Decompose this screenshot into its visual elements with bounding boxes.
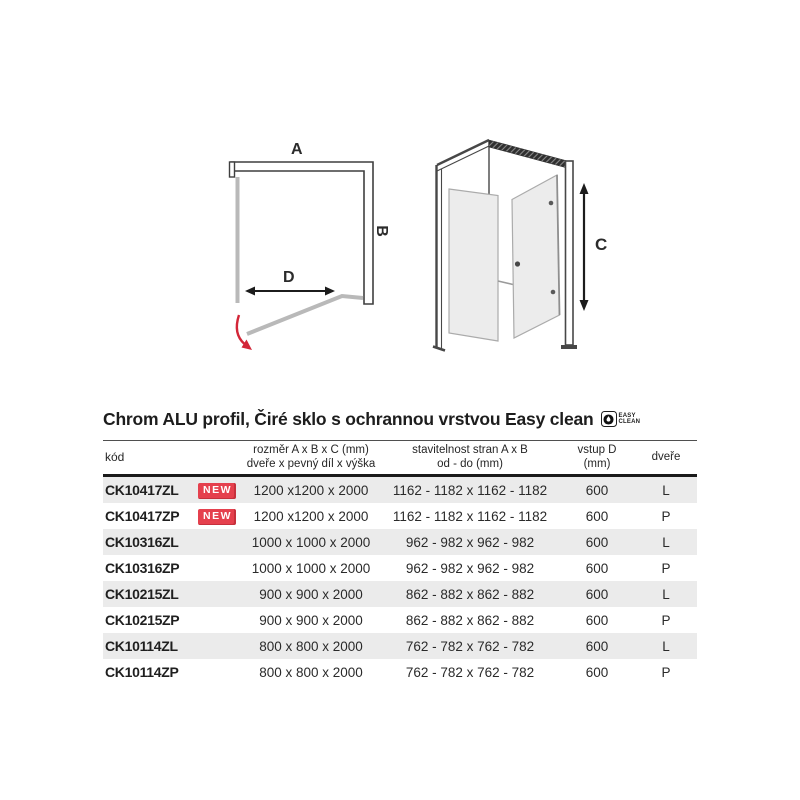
easy-clean-badge [601,411,641,427]
table-row [103,477,697,503]
new-badge: NEW [198,483,236,499]
col-header-adjustability: stavitelnost stran A x B od - do (mm) [412,443,528,470]
table-row [103,581,697,607]
size-value: 900 x 900 x 2000 [259,612,363,628]
door-hinge-bottom [551,290,556,295]
dimension-label-d: D [283,269,295,286]
fixed-glass-panel [449,189,498,341]
product-code: CK10417ZL [105,482,179,498]
adjustability-value: 962 - 982 x 962 - 982 [405,560,535,576]
table-header-row [103,441,697,477]
door-glass-panel [512,175,560,338]
entry-width-value: 600 [585,482,609,498]
section-header [103,406,702,432]
adjustability-value: 862 - 882 x 862 - 882 [405,612,535,628]
easy-clean-label: EASY CLEAN [618,412,641,425]
door-side-value: L [662,638,670,654]
col-header-door: dveře [651,450,681,463]
entry-width-value: 600 [585,534,609,550]
col-header-entry: vstup D (mm) [577,443,617,470]
entry-width-value: 600 [585,508,609,524]
table-row [103,633,697,659]
col-header-size: rozměr A x B x C (mm) dveře x pevný díl x výška [246,443,376,470]
isometric-view-diagram [425,125,620,360]
size-value: 1200 x1200 x 2000 [253,482,369,498]
door-side-value: P [661,612,671,628]
size-value: 1000 x 1000 x 2000 [251,560,371,576]
adjustability-value: 762 - 782 x 762 - 782 [405,638,535,654]
plan-view-diagram [215,135,400,400]
size-value: 1000 x 1000 x 2000 [251,534,371,550]
dimension-label-a: A [291,141,303,158]
product-code: CK10114ZL [105,638,178,654]
top-rail-hatched [489,140,571,169]
size-value: 800 x 800 x 2000 [259,638,363,654]
product-code: CK10114ZP [105,664,179,680]
product-code: CK10417ZP [105,508,180,524]
table-row [103,503,697,529]
dimension-arrow-c [580,183,589,311]
size-value: 900 x 900 x 2000 [259,586,363,602]
adjustability-value: 1162 - 1182 x 1162 - 1182 [392,508,548,524]
product-code: CK10215ZL [105,586,179,602]
product-spec-table [103,440,697,685]
size-value: 800 x 800 x 2000 [259,664,363,680]
table-row [103,529,697,555]
new-badge: NEW [198,509,236,525]
entry-width-value: 600 [585,612,609,628]
table-row [103,659,697,685]
dimension-label-c: C [595,235,608,254]
entry-width-value: 600 [585,638,609,654]
door-side-value: P [661,664,671,680]
door-side-value: L [662,586,670,602]
door-handle [515,261,520,266]
adjustability-value: 762 - 782 x 762 - 782 [405,664,535,680]
wall-outline [231,162,373,304]
entry-width-value: 600 [585,586,609,602]
door-side-value: P [661,560,671,576]
wall-left-end-cap [230,162,235,177]
right-wall-profile [566,161,574,345]
product-code: CK10316ZL [105,534,179,550]
door-hinge-top [549,201,554,206]
door-side-value: L [662,534,670,550]
product-code: CK10215ZP [105,612,180,628]
door-side-value: L [662,482,670,498]
col-header-code: kód [105,450,125,465]
support-bar [498,281,513,285]
table-row [103,555,697,581]
dimension-arrow-d [245,287,335,296]
table-row [103,607,697,633]
door-side-value: P [661,508,671,524]
right-wall-foot [561,345,577,349]
adjustability-value: 862 - 882 x 862 - 882 [405,586,535,602]
door-open-line [247,296,363,334]
page-title: Chrom ALU profil, Čiré sklo s ochrannou vrstvou Easy clean [103,408,594,429]
product-code: CK10316ZP [105,560,180,576]
entry-width-value: 600 [585,560,609,576]
adjustability-value: 1162 - 1182 x 1162 - 1182 [392,482,548,498]
entry-width-value: 600 [585,664,609,680]
water-drop-icon [601,411,617,427]
dimension-label-b: B [372,225,390,237]
size-value: 1200 x1200 x 2000 [253,508,369,524]
adjustability-value: 962 - 982 x 962 - 982 [405,534,535,550]
